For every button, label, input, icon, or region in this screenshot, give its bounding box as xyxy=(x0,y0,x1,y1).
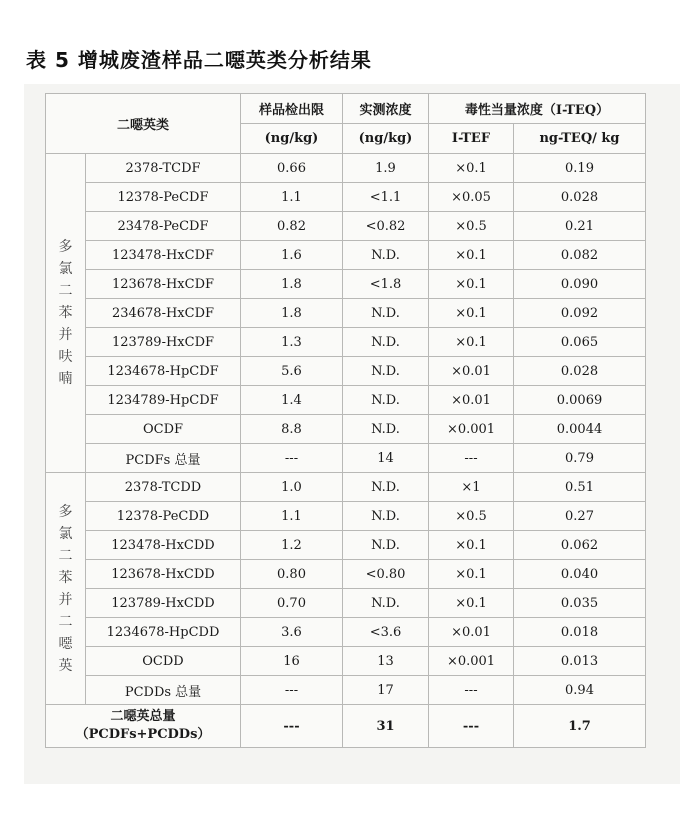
pcdd-group-label-char: 氯 xyxy=(58,525,73,542)
cell-teq: 0.092 xyxy=(514,299,646,328)
cell-teq: 0.51 xyxy=(514,473,646,502)
cell-congener: 123678-HxCDD xyxy=(86,560,241,589)
header-congener: 二噁英类 xyxy=(46,94,241,154)
cell-itef: ×0.01 xyxy=(429,357,514,386)
cell-itef: ×0.1 xyxy=(429,328,514,357)
table-row xyxy=(46,502,646,531)
pcdf-group-label-char: 氯 xyxy=(58,261,73,277)
cell-measured: 13 xyxy=(343,647,429,676)
table-row xyxy=(46,531,646,560)
grand-total-teq: 1.7 xyxy=(514,705,646,748)
cell-measured: N.D. xyxy=(343,415,429,444)
header-measured: 实测浓度 xyxy=(343,94,429,124)
cell-teq: 0.79 xyxy=(514,444,646,473)
header-itef: I-TEF xyxy=(429,124,514,154)
cell-itef: ×0.1 xyxy=(429,299,514,328)
header-detection-limit: 样品检出限 xyxy=(241,94,343,124)
header-detection-limit-unit: (ng/kg) xyxy=(241,124,343,154)
table-row xyxy=(46,444,646,473)
grand-total-row xyxy=(46,705,646,748)
cell-teq: 0.090 xyxy=(514,270,646,299)
cell-congener: PCDDs 总量 xyxy=(86,676,241,705)
pcdd-group xyxy=(46,473,646,705)
cell-itef: ×0.05 xyxy=(429,183,514,212)
cell-itef: ×0.1 xyxy=(429,531,514,560)
cell-measured: <0.82 xyxy=(343,212,429,241)
pcdf-group-label-char: 呋 xyxy=(58,349,73,365)
cell-congener: 23478-PeCDF xyxy=(86,212,241,241)
cell-teq: 0.040 xyxy=(514,560,646,589)
grand-total-detection-limit: --- xyxy=(241,705,343,748)
grand-total-measured: 31 xyxy=(343,705,429,748)
cell-teq: 0.27 xyxy=(514,502,646,531)
pcdd-group-label-char: 多 xyxy=(58,503,73,520)
cell-detection-limit: 1.3 xyxy=(241,328,343,357)
cell-detection-limit: 1.6 xyxy=(241,241,343,270)
cell-measured: <1.8 xyxy=(343,270,429,299)
cell-teq: 0.94 xyxy=(514,676,646,705)
cell-detection-limit: --- xyxy=(241,444,343,473)
cell-detection-limit: 0.82 xyxy=(241,212,343,241)
pcdf-group xyxy=(46,154,646,473)
cell-itef: ×0.5 xyxy=(429,502,514,531)
pcdf-group-label-char: 多 xyxy=(58,239,73,255)
cell-detection-limit: 5.6 xyxy=(241,357,343,386)
table-row xyxy=(46,676,646,705)
pcdd-group-label-char: 并 xyxy=(58,591,73,608)
cell-teq: 0.082 xyxy=(514,241,646,270)
cell-congener: 12378-PeCDD xyxy=(86,502,241,531)
cell-itef: --- xyxy=(429,444,514,473)
cell-teq: 0.013 xyxy=(514,647,646,676)
cell-teq: 0.018 xyxy=(514,618,646,647)
cell-measured: 14 xyxy=(343,444,429,473)
table-row xyxy=(46,183,646,212)
table-row xyxy=(46,328,646,357)
table-row xyxy=(46,154,646,183)
cell-teq: 0.035 xyxy=(514,589,646,618)
cell-congener: 2378-TCDD xyxy=(86,473,241,502)
cell-measured: <3.6 xyxy=(343,618,429,647)
cell-itef: ×0.1 xyxy=(429,241,514,270)
cell-itef: ×0.1 xyxy=(429,560,514,589)
cell-detection-limit: 1.1 xyxy=(241,502,343,531)
header-toxicity: 毒性当量浓度（I-TEQ） xyxy=(429,94,646,124)
cell-congener: 12378-PeCDF xyxy=(86,183,241,212)
cell-itef: ×1 xyxy=(429,473,514,502)
cell-teq: 0.028 xyxy=(514,357,646,386)
cell-teq: 0.028 xyxy=(514,183,646,212)
cell-teq: 0.0069 xyxy=(514,386,646,415)
cell-detection-limit: 1.8 xyxy=(241,299,343,328)
dioxin-analysis-table xyxy=(45,93,646,748)
cell-congener: 2378-TCDF xyxy=(86,154,241,183)
cell-measured: N.D. xyxy=(343,299,429,328)
cell-teq: 0.0044 xyxy=(514,415,646,444)
cell-congener: OCDD xyxy=(86,647,241,676)
cell-congener: 123789-HxCDF xyxy=(86,328,241,357)
cell-measured: N.D. xyxy=(343,328,429,357)
cell-congener: 123478-HxCDF xyxy=(86,241,241,270)
table-row xyxy=(46,386,646,415)
table-row xyxy=(46,357,646,386)
cell-detection-limit: 8.8 xyxy=(241,415,343,444)
cell-teq: 0.065 xyxy=(514,328,646,357)
cell-congener: 123478-HxCDD xyxy=(86,531,241,560)
table-row xyxy=(46,589,646,618)
cell-detection-limit: 0.66 xyxy=(241,154,343,183)
table-row xyxy=(46,270,646,299)
cell-detection-limit: 1.8 xyxy=(241,270,343,299)
pcdd-group-label-char: 二 xyxy=(58,613,73,630)
table-row xyxy=(46,647,646,676)
table-row xyxy=(46,212,646,241)
table-caption: 表 5 增城废渣样品二噁英类分析结果 xyxy=(26,48,372,72)
cell-congener: 123789-HxCDD xyxy=(86,589,241,618)
cell-measured: N.D. xyxy=(343,473,429,502)
pcdd-group-label-char: 英 xyxy=(58,657,73,674)
cell-measured: N.D. xyxy=(343,241,429,270)
cell-teq: 0.21 xyxy=(514,212,646,241)
cell-measured: 1.9 xyxy=(343,154,429,183)
cell-detection-limit: 0.80 xyxy=(241,560,343,589)
cell-itef: ×0.01 xyxy=(429,386,514,415)
pcdd-group-label-char: 苯 xyxy=(58,569,73,586)
cell-detection-limit: 3.6 xyxy=(241,618,343,647)
cell-measured: N.D. xyxy=(343,386,429,415)
cell-itef: ×0.1 xyxy=(429,589,514,618)
grand-total-label-line1: 二噁英总量 xyxy=(110,709,176,724)
table-row xyxy=(46,299,646,328)
pcdf-group-label-char: 并 xyxy=(58,327,73,343)
table-row xyxy=(46,241,646,270)
cell-detection-limit: 1.2 xyxy=(241,531,343,560)
cell-itef: --- xyxy=(429,676,514,705)
cell-detection-limit: 1.1 xyxy=(241,183,343,212)
pcdd-group-label-char: 噁 xyxy=(58,635,73,652)
cell-itef: ×0.5 xyxy=(429,212,514,241)
cell-measured: <0.80 xyxy=(343,560,429,589)
cell-itef: ×0.1 xyxy=(429,270,514,299)
cell-measured: N.D. xyxy=(343,589,429,618)
cell-congener: 1234789-HpCDF xyxy=(86,386,241,415)
table-row xyxy=(46,473,646,502)
cell-congener: 123678-HxCDF xyxy=(86,270,241,299)
cell-measured: N.D. xyxy=(343,531,429,560)
table-row xyxy=(46,618,646,647)
cell-measured: N.D. xyxy=(343,502,429,531)
pcdf-group-label xyxy=(46,154,86,473)
cell-measured: N.D. xyxy=(343,357,429,386)
cell-congener: 1234678-HpCDD xyxy=(86,618,241,647)
cell-itef: ×0.1 xyxy=(429,154,514,183)
cell-detection-limit: 1.0 xyxy=(241,473,343,502)
cell-itef: ×0.001 xyxy=(429,415,514,444)
pcdf-group-label-char: 喃 xyxy=(58,371,73,387)
header-measured-unit: (ng/kg) xyxy=(343,124,429,154)
cell-teq: 0.062 xyxy=(514,531,646,560)
grand-total-label xyxy=(46,705,241,748)
cell-teq: 0.19 xyxy=(514,154,646,183)
header-teq-unit: ng-TEQ/ kg xyxy=(514,124,646,154)
cell-congener: PCDFs 总量 xyxy=(86,444,241,473)
grand-total-itef: --- xyxy=(429,705,514,748)
pcdd-group-label xyxy=(46,473,86,705)
cell-detection-limit: --- xyxy=(241,676,343,705)
table-row xyxy=(46,560,646,589)
pcdf-group-label-char: 苯 xyxy=(58,305,73,321)
cell-measured: <1.1 xyxy=(343,183,429,212)
cell-congener: OCDF xyxy=(86,415,241,444)
cell-congener: 1234678-HpCDF xyxy=(86,357,241,386)
cell-measured: 17 xyxy=(343,676,429,705)
grand-total-label-line2: （PCDFs+PCDDs） xyxy=(75,727,211,742)
cell-itef: ×0.01 xyxy=(429,618,514,647)
cell-itef: ×0.001 xyxy=(429,647,514,676)
cell-detection-limit: 1.4 xyxy=(241,386,343,415)
pcdf-group-label-char: 二 xyxy=(58,283,73,299)
cell-detection-limit: 0.70 xyxy=(241,589,343,618)
table-row xyxy=(46,415,646,444)
pcdd-group-label-char: 二 xyxy=(58,547,73,564)
cell-detection-limit: 16 xyxy=(241,647,343,676)
cell-congener: 234678-HxCDF xyxy=(86,299,241,328)
